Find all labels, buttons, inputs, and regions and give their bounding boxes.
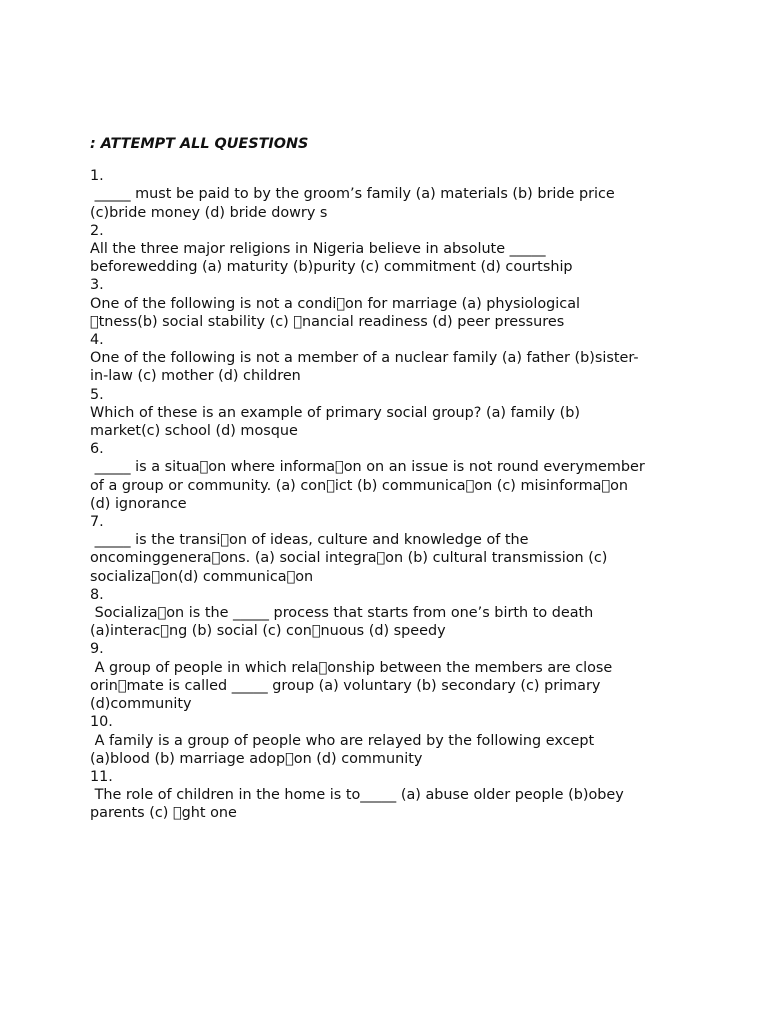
question-number: 4. [90, 332, 104, 349]
question-text-line: socializa on(d) communica on [90, 568, 314, 585]
question-text-line: All the three major religions in Nigeria believe in absolute _____ [90, 241, 546, 258]
question-text-line: (d) ignorance [90, 495, 187, 512]
section-heading: : ATTEMPT ALL QUESTIONS [90, 136, 309, 152]
question-number: 2. [90, 222, 104, 239]
question-item [90, 331, 690, 386]
question-text-line: One of the following is not a condi on for marriage (a) physiological [90, 295, 581, 312]
question-number: 6. [90, 441, 104, 458]
question-text-line: (a)blood (b) marriage adop on (d) community [90, 750, 423, 767]
question-item [90, 386, 690, 441]
question-text-line: (d)community [90, 696, 192, 713]
question-number: 3. [90, 277, 104, 294]
question-text-line: oncominggenera ons. (a) social integra on (b) cultural transmission (c) [90, 550, 608, 567]
question-text-line: of a group or community. (a) con ict (b) communica on (c) misinforma on [90, 477, 629, 494]
question-text-line: parents (c)  ght one [90, 805, 237, 822]
question-number: 5. [90, 386, 104, 403]
question-number: 11. [90, 768, 113, 785]
question-sheet [90, 135, 690, 823]
question-item [90, 640, 690, 713]
question-item [90, 440, 690, 513]
question-text-line: in-law (c) mother (d) children [90, 368, 301, 385]
question-item [90, 768, 690, 823]
question-text-line: beforewedding (a) maturity (b)purity (c) commitment (d) courtship [90, 259, 573, 276]
question-item [90, 713, 690, 768]
question-item [90, 513, 690, 586]
question-text-line: A group of people in which rela onship between the members are close [90, 659, 613, 676]
question-text-line: A family is a group of people who are relayed by the following except [90, 732, 595, 749]
question-text-line: _____ is the transi on of ideas, culture and knowledge of the [90, 532, 529, 549]
question-text-line:  tness(b) social stability (c)  nancial readiness (d) peer pressures [90, 313, 565, 330]
question-text-line: Socializa on is the _____ process that starts from one’s birth to death [90, 605, 594, 622]
question-item [90, 276, 690, 331]
question-text-line: (c)bride money (d) bride dowry s [90, 204, 328, 221]
question-list [90, 167, 690, 822]
question-number: 9. [90, 641, 104, 658]
question-text-line: _____ must be paid to by the groom’s family (a) materials (b) bride price [90, 186, 615, 203]
question-number: 1. [90, 168, 104, 185]
question-text-line: _____ is a situa on where informa on on an issue is not round everymember [90, 459, 645, 476]
question-item [90, 167, 690, 222]
question-number: 7. [90, 514, 104, 531]
question-item [90, 586, 690, 641]
question-text-line: Which of these is an example of primary social group? (a) family (b) [90, 404, 580, 421]
question-text-line: market(c) school (d) mosque [90, 423, 298, 440]
question-number: 8. [90, 586, 104, 603]
question-text-line: The role of children in the home is to_____ (a) abuse older people (b)obey [90, 787, 624, 804]
question-item [90, 222, 690, 277]
question-text-line: One of the following is not a member of a nuclear family (a) father (b)sister- [90, 350, 639, 367]
question-text-line: orin mate is called _____ group (a) voluntary (b) secondary (c) primary [90, 677, 601, 694]
question-text-line: (a)interac ng (b) social (c) con nuous (d) speedy [90, 623, 446, 640]
question-number: 10. [90, 714, 113, 731]
